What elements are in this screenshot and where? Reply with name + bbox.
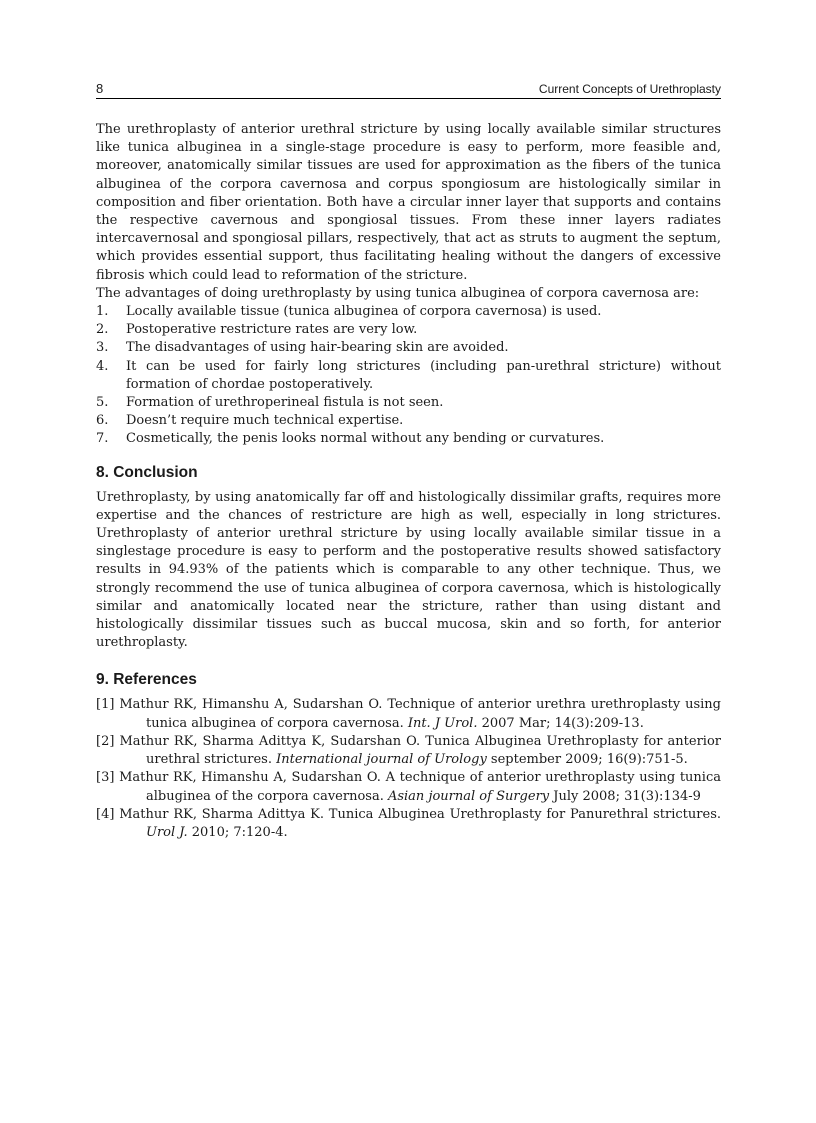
reference-number: [1] (96, 697, 115, 713)
list-item (96, 339, 721, 357)
reference-item (96, 769, 721, 805)
intro-paragraph: The urethroplasty of anterior urethral stricture by using locally available similar structures like tunica albuginea in a single-stage procedure is easy to perform, more feasible and, moreover, anatomically similar tissues are used for approximation as the fibers of the tunica albuginea of the corpora cavernosa and corpus spongiosum are histologically similar in composition and fiber orientation. Both have a circular inner layer that supports and contains the respective cavernous and spongiosal tissues. From these inner layers radiates intercavernosal and spongiosal pillars, respectively, that act as struts to augment the septum, which provides essential support, thus facilitating healing without the dangers of excessive fibrosis which could lead to reformation of the stricture. (96, 122, 721, 283)
list-item (96, 430, 721, 448)
list-item-text: Locally available tissue (tunica albuginea of corpora cavernosa) is used. (126, 304, 602, 320)
advantages-list (96, 303, 721, 449)
reference-number: [4] (96, 806, 115, 822)
reference-journal: International journal of Urology (276, 752, 487, 768)
reference-item (96, 696, 721, 732)
reference-text: Mathur RK, Sharma Adittya K, Sudarshan O. Tunica Albuginea Urethroplasty for anterior urethral strictures. (119, 733, 721, 768)
reference-details: July 2008; 31(3):134-9 (549, 788, 701, 804)
list-item-text: Doesn’t require much technical expertise. (126, 413, 404, 429)
reference-journal: Int. J Urol. (407, 715, 478, 731)
reference-text: Mathur RK, Himanshu A, Sudarshan O. A technique of anterior urethroplasty using tunica albuginea of the corpora cavernosa. (119, 770, 721, 804)
list-item-number: 6. (96, 413, 109, 429)
list-item-text: Cosmetically, the penis looks normal without any bending or curvatures. (126, 431, 605, 447)
running-title: Current Concepts of Urethroplasty (538, 82, 721, 96)
reference-number: [2] (96, 733, 115, 749)
list-item-text: The disadvantages of using hair-bearing skin are avoided. (126, 340, 509, 356)
page (96, 78, 721, 842)
list-item-number: 7. (96, 431, 109, 447)
running-header (96, 78, 721, 99)
list-item-number: 4. (96, 358, 109, 374)
conclusion-paragraph: Urethroplasty, by using anatomically far off and histologically dissimilar grafts, requires more expertise and the chances of restricture are high as well, especially in long strictures. Urethroplasty of anterior urethral stricture by using locally available similar tissue in a singlestage procedure is easy to perform and the postoperative results showed satisfactory results in 94.93% of the patients which is comparable to any other technique. Thus, we strongly recommend the use of tunica albuginea of corpora cavernosa, which is histologically similar and anatomically located near the stricture, rather than using distant and histologically dissimilar tissues such as buccal mucosa, skin and so forth, for anterior urethroplasty. (96, 489, 721, 651)
section-heading-conclusion: 8. Conclusion (96, 463, 198, 481)
reference-list (96, 696, 721, 842)
reference-journal: Asian journal of Surgery (387, 788, 550, 804)
list-item (96, 412, 721, 430)
reference-number: [3] (96, 770, 115, 786)
reference-details: september 2009; 16(9):751-5. (486, 752, 688, 768)
reference-item (96, 806, 721, 842)
list-item (96, 358, 721, 394)
list-item (96, 321, 721, 339)
page-number: 8 (96, 81, 104, 96)
reference-item (96, 733, 721, 769)
list-item-text: It can be used for fairly long strictures (including pan-urethral stricture) without formation of chordae postoperatively. (126, 358, 721, 392)
list-item-number: 1. (96, 304, 109, 320)
reference-journal: Urol J. (146, 824, 188, 840)
reference-details: 2010; 7:120-4. (187, 824, 288, 840)
reference-details: 2007 Mar; 14(3):209-13. (477, 715, 644, 731)
section-heading-references: 9. References (96, 671, 197, 689)
body-text (96, 121, 721, 842)
list-item-number: 5. (96, 395, 109, 411)
reference-text: Mathur RK, Sharma Adittya K. Tunica Albuginea Urethroplasty for Panurethral strictures. (119, 806, 721, 822)
advantages-intro: The advantages of doing urethroplasty by using tunica albuginea of corpora cavernosa are: (96, 285, 700, 301)
list-item-number: 3. (96, 340, 109, 356)
reference-text: Mathur RK, Himanshu A, Sudarshan O. Technique of anterior urethra urethroplasty using tunica albuginea of corpora cavernosa. (119, 697, 721, 731)
list-item-text: Postoperative restricture rates are very low. (126, 322, 418, 338)
list-item (96, 303, 721, 321)
list-item-number: 2. (96, 322, 109, 338)
list-item-text: Formation of urethroperineal fistula is not seen. (126, 395, 444, 411)
list-item (96, 394, 721, 412)
